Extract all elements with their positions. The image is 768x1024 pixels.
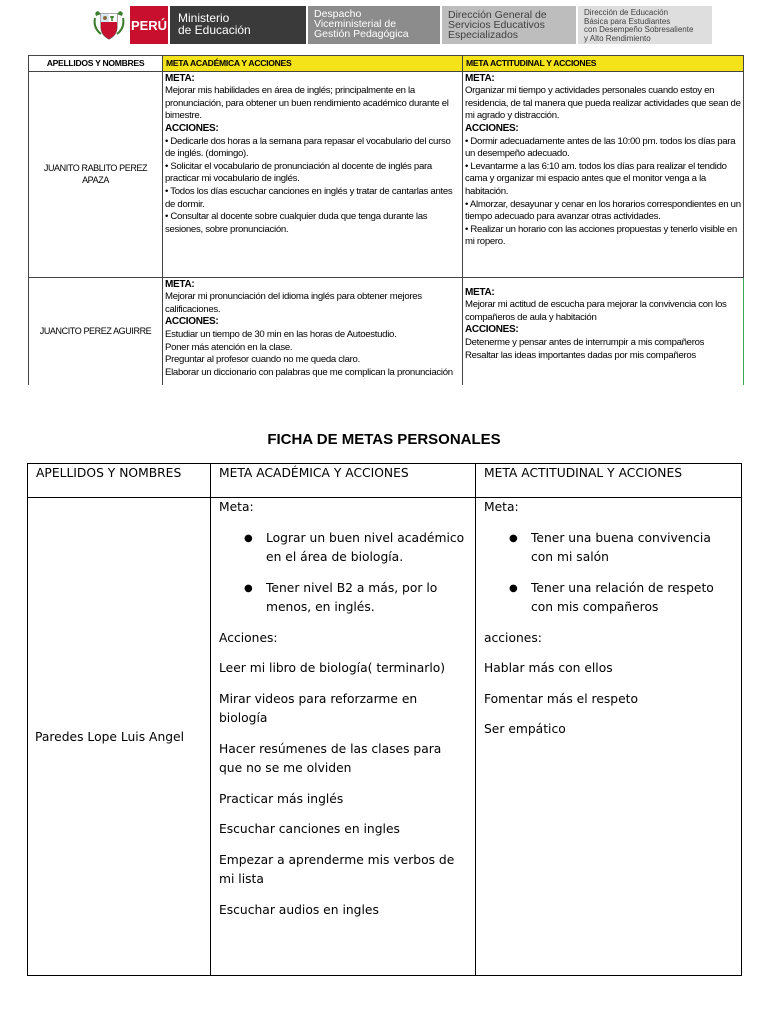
academic-goal-label: Meta: <box>219 500 254 514</box>
ministry-label: Ministerio de Educación <box>170 6 306 44</box>
example-header-academic: META ACADÉMICA Y ACCIONES <box>163 56 463 72</box>
student-name: JUANITO RABLITO PEREZ APAZA <box>29 71 163 277</box>
list-item: Escuchar audios en ingles <box>219 902 379 917</box>
list-item: ● Tener nivel B2 a más, por lo menos, en inglés. <box>266 579 467 618</box>
attitude-cell: META: Organizar mi tiempo y actividades personales cuando estoy en residencia, de tal manera que pueda realizar actividades que sean de mi agrado y distracción. ACCIONES: • Dormir adecuadamente antes de las 10:00 pm. todos los días para un desempeño adecuado. • Levantarme a las 6:10 am. todos los días para realizar el tendido cama y organizar mi espacio antes que el monitor venga a la habitación. • Almorzar, desayunar y cenar en los horarios correspondientes en un tiempo adecuado para avanzar otras actividades. • Realizar un horario con las acciones propuestas y tenerlo visible en mi ropero. <box>463 71 744 277</box>
student-name: JUANCITO PEREZ AGUIRRE <box>29 277 163 385</box>
office-label-2: Dirección General de Servicios Educativos Especializados <box>442 6 576 44</box>
list-item: Escuchar canciones en ingles <box>219 822 400 836</box>
list-item: Ser empático <box>484 722 566 736</box>
attitude-cell: META: Mejorar mi actitud de escucha para mejorar la convivencia con los compañeros de aula y habitación ACCIONES: Detenerme y pensar antes de interrumpir a mis compañeros Resaltar las ideas importantes dadas por mis compañeros <box>463 277 744 385</box>
form-header-name: APELLIDOS Y NOMBRES <box>28 464 211 498</box>
attitude-cell <box>476 498 742 976</box>
list-item: ● Tener una relación de respeto con mis compañeros <box>531 579 733 618</box>
goals-form-table <box>27 463 742 976</box>
academic-cell: META: Mejorar mi pronunciación del idioma inglés para obtener mejores calificaciones. ACCIONES: Estudiar un tiempo de 30 min en las horas de Autoestudio. Poner más atención en la clase. Preguntar al profesor cuando no me queda claro. Elaborar un diccionario con palabras que me complican la pronunciación <box>163 277 463 385</box>
attitude-goal-list <box>484 529 733 618</box>
form-header-row <box>28 464 742 498</box>
student-name: Paredes Lope Luis Angel <box>28 498 211 976</box>
attitude-goal-label: Meta: <box>484 500 519 514</box>
example-table <box>28 55 743 385</box>
academic-cell: META: Mejorar mis habilidades en área de inglés; principalmente en la pronunciación, para obtener un buen rendimiento académico durante el bimestre. ACCIONES: • Dedicarle dos horas a la semana para repasar el vocabulario del curso de inglés. (domingo). • Solicitar el vocabulario de pronunciación al docente de inglés para practicar mi vocabulario de inglés. • Todos los días escuchar canciones en inglés y tratar de cantarlas antes de dormir. • Consultar al docente sobre cualquier duda que tenga durante las sesiones, sobre pronunciación. <box>163 71 463 277</box>
example-header-row <box>29 56 744 72</box>
list-item: ● Lograr un buen nivel académico en el área de biología. <box>266 529 467 568</box>
list-item: Hacer resúmenes de las clases para que no se me olviden <box>219 741 442 775</box>
list-item: Practicar más inglés <box>219 791 344 806</box>
example-header-name: APELLIDOS Y NOMBRES <box>29 56 163 72</box>
peru-label: PERÚ <box>130 6 168 44</box>
list-item: Leer mi libro de biología( terminarlo) <box>219 661 446 675</box>
list-item: ● Tener una buena convivencia con mi salón <box>531 529 733 568</box>
list-item: Hablar más con ellos <box>484 661 613 675</box>
example-header-attitude: META ACTITUDINAL Y ACCIONES <box>463 56 744 72</box>
header-banner <box>90 6 714 44</box>
academic-cell <box>211 498 476 976</box>
form-header-academic: META ACADÉMICA Y ACCIONES <box>211 464 476 498</box>
page-title: FICHA DE METAS PERSONALES <box>267 431 501 448</box>
list-item: Mirar videos para reforzarme en biología <box>219 691 418 725</box>
list-item: Empezar a aprenderme mis verbos de mi lista <box>219 852 455 886</box>
coat-of-arms-icon <box>90 6 128 44</box>
table-row <box>28 498 742 976</box>
form-header-attitude: META ACTITUDINAL Y ACCIONES <box>476 464 742 498</box>
academic-goal-list <box>219 529 467 618</box>
academic-actions-label: Acciones: <box>219 630 278 645</box>
table-row <box>29 277 744 385</box>
table-row <box>29 71 744 277</box>
attitude-actions-label: acciones: <box>484 630 542 645</box>
list-item: Fomentar más el respeto <box>484 691 639 706</box>
office-label-3: Dirección de Educación Básica para Estudiantes con Desempeño Sobresaliente y Alto Rendimiento <box>578 6 712 44</box>
office-label-1: Despacho Viceministerial de Gestión Pedagógica <box>308 6 440 44</box>
